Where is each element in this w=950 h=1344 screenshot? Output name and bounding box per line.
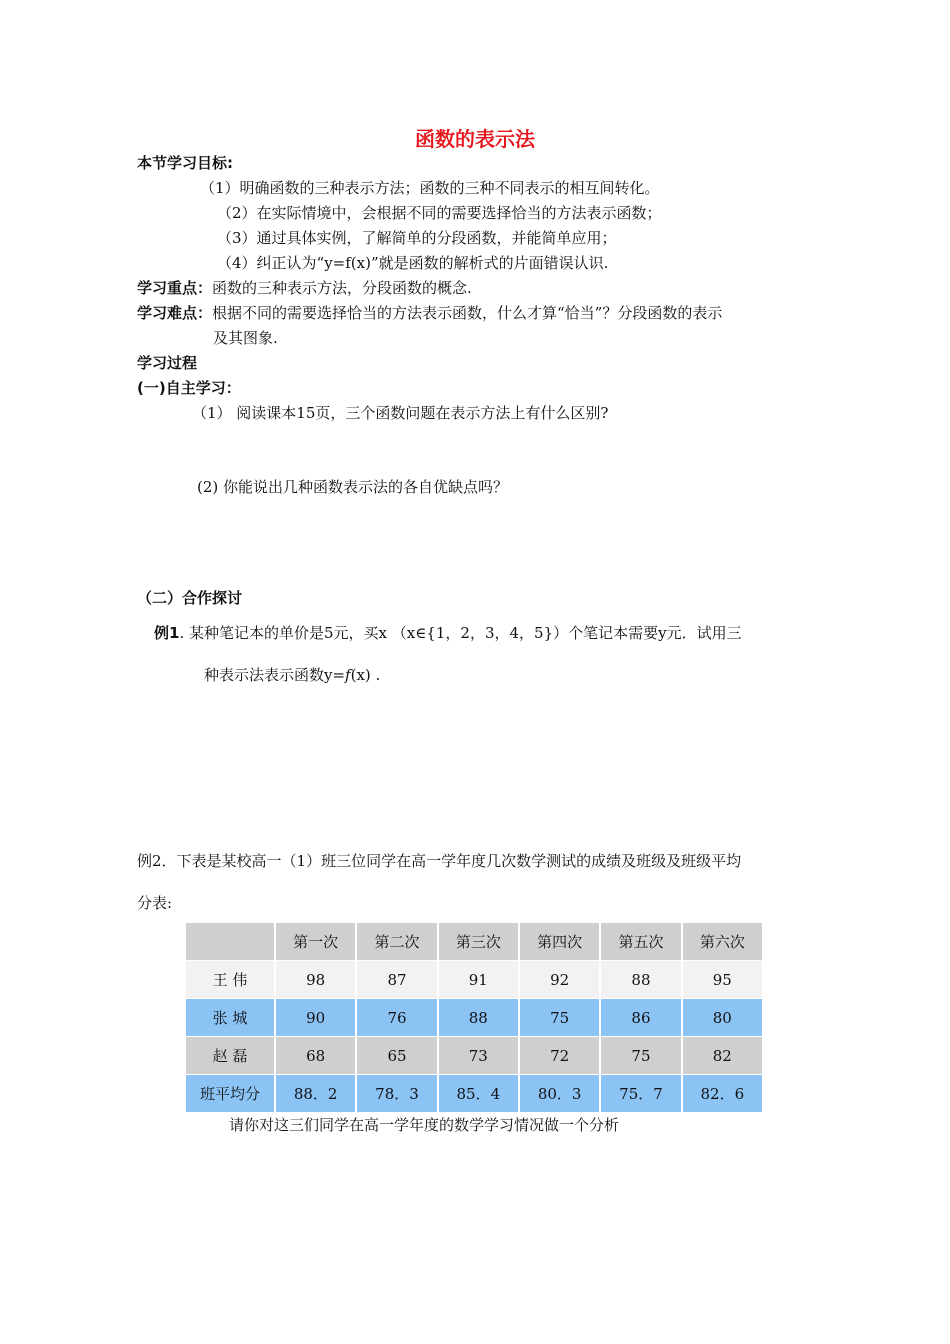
- objective-item: （4）纠正认为“y=f(x)”就是函数的解析式的片面错误认识.: [217, 254, 609, 272]
- table-header-cell: [186, 923, 275, 961]
- example-1-line1: [154, 622, 742, 643]
- page-title: 函数的表示法: [415, 127, 535, 151]
- table-cell: 班平均分: [186, 1075, 275, 1113]
- table-cell: 88: [600, 961, 681, 999]
- table-cell: 78．3: [356, 1075, 437, 1113]
- example-1-text: 种表示法表示函数y=: [204, 666, 346, 684]
- table-cell: 85．4: [438, 1075, 519, 1113]
- table-cell: 76: [356, 999, 437, 1037]
- table-cell: 72: [519, 1037, 600, 1075]
- table-cell: 86: [600, 999, 681, 1037]
- table-cell: 王 伟: [186, 961, 275, 999]
- key-point: [137, 277, 472, 298]
- table-cell: 88: [438, 999, 519, 1037]
- example-2-line2: 分表:: [137, 894, 173, 912]
- example-1-text: . 某种笔记本的单价是5元，买x （x∈{1，2，3，4，5}）个笔记本需要y元．试用三: [179, 624, 742, 642]
- example-1-label: 例1: [154, 624, 180, 642]
- table-cell: 张 城: [186, 999, 275, 1037]
- objective-item: （3）通过具体实例，了解简单的分段函数，并能简单应用；: [217, 229, 617, 247]
- table-header-cell: 第六次: [682, 923, 763, 961]
- objectives-heading: 本节学习目标:: [137, 154, 233, 172]
- table-header-cell: 第五次: [600, 923, 681, 961]
- table-cell: 75．7: [600, 1075, 681, 1113]
- objective-item: （2）在实际情境中，会根据不同的需要选择恰当的方法表示函数；: [217, 204, 662, 222]
- key-point-text: 函数的三种表示方法，分段函数的概念.: [212, 279, 472, 297]
- key-point-label: 学习重点：: [137, 279, 213, 297]
- table-row: [186, 961, 763, 999]
- example-1-text: (x) .: [350, 666, 381, 684]
- objective-item: （1）明确函数的三种表示方法；函数的三种不同表示的相互间转化。: [200, 179, 660, 197]
- table-row: [186, 999, 763, 1037]
- table-header-cell: 第四次: [519, 923, 600, 961]
- table-header-cell: 第二次: [356, 923, 437, 961]
- table-header-cell: 第一次: [275, 923, 356, 961]
- table-cell: 92: [519, 961, 600, 999]
- table-cell: 90: [275, 999, 356, 1037]
- table-cell: 87: [356, 961, 437, 999]
- difficulty-label: 学习难点：: [137, 304, 213, 322]
- table-cell: 赵 磊: [186, 1037, 275, 1075]
- example-1-line2: [204, 664, 380, 685]
- table-cell: 82．6: [682, 1075, 763, 1113]
- table-cell: 88．2: [275, 1075, 356, 1113]
- coop-heading: （二）合作探讨: [137, 589, 243, 607]
- difficulty: [137, 302, 722, 323]
- table-cell: 80: [682, 999, 763, 1037]
- table-header-cell: 第三次: [438, 923, 519, 961]
- table-cell: 68: [275, 1037, 356, 1075]
- table-caption: 请你对这三们同学在高一学年度的数学学习情况做一个分析: [229, 1116, 620, 1134]
- table-cell: 95: [682, 961, 763, 999]
- table-cell: 98: [275, 961, 356, 999]
- example-1-func: f: [345, 666, 351, 684]
- table-cell: 80．3: [519, 1075, 600, 1113]
- difficulty-text-cont: 及其图象.: [213, 329, 278, 347]
- table-cell: 82: [682, 1037, 763, 1075]
- example-2-line1: 例2．下表是某校高一（1）班三位同学在高一学年度几次数学测试的成绩及班级及班级平均: [137, 852, 742, 870]
- table-cell: 73: [438, 1037, 519, 1075]
- table-header-row: [186, 923, 763, 961]
- scores-table: [186, 923, 764, 1113]
- process-heading: 学习过程: [137, 354, 198, 372]
- table-cell: 75: [519, 999, 600, 1037]
- question-2: (2) 你能说出几种函数表示法的各自优缺点吗？: [197, 478, 509, 496]
- difficulty-text: 根据不同的需要选择恰当的方法表示函数，什么才算“恰当”？分段函数的表示: [212, 304, 723, 322]
- table-cell: 75: [600, 1037, 681, 1075]
- question-1: （1） 阅读课本15页，三个函数问题在表示方法上有什么区别?: [192, 404, 609, 422]
- table-row: [186, 1037, 763, 1075]
- table-row: [186, 1075, 763, 1113]
- table-cell: 91: [438, 961, 519, 999]
- self-study-heading: (一)自主学习：: [137, 379, 241, 397]
- table-cell: 65: [356, 1037, 437, 1075]
